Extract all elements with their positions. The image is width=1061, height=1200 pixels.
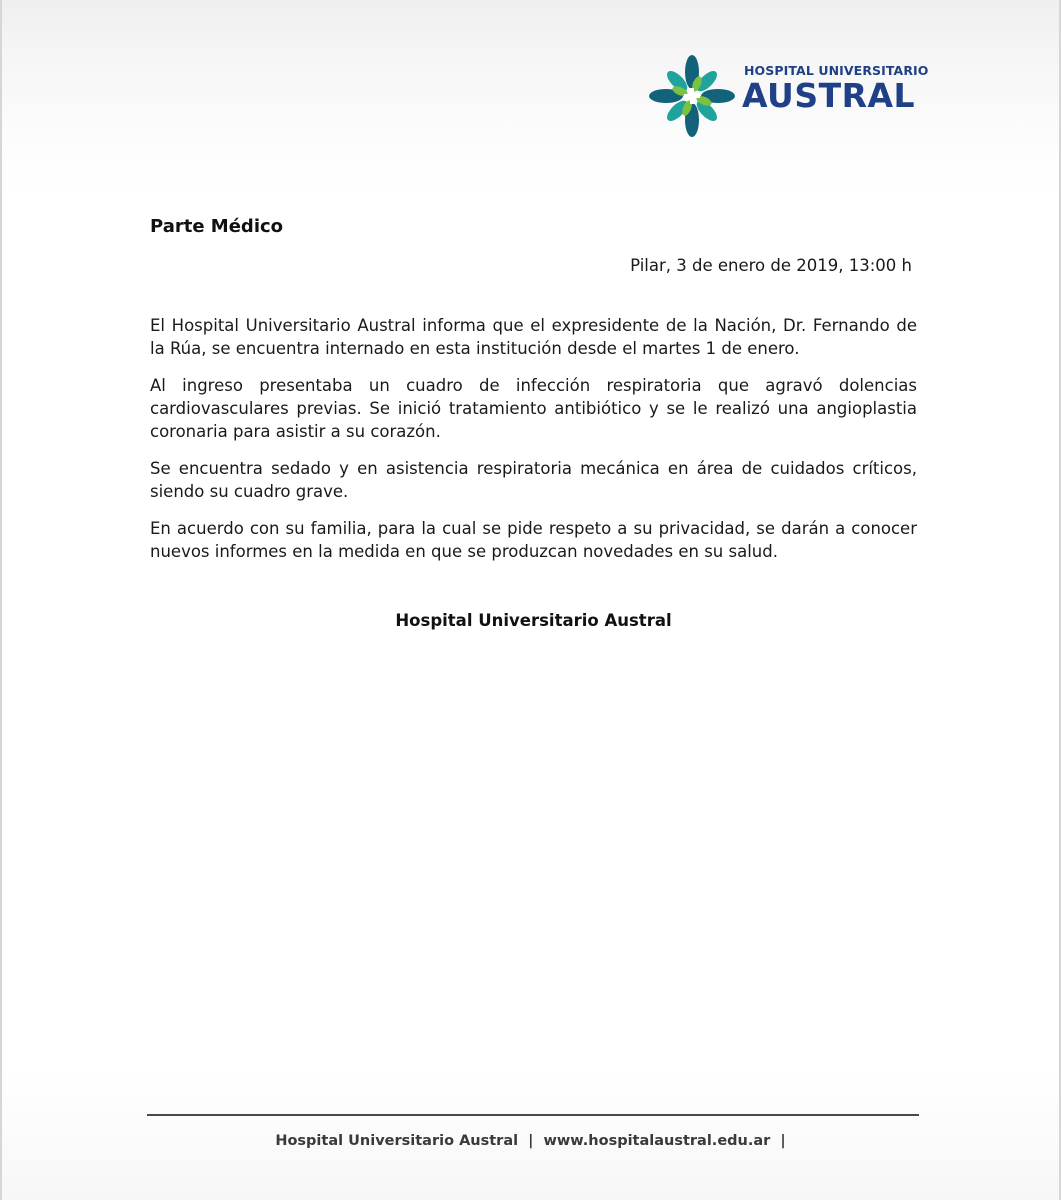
footer-separator-end: | <box>780 1133 786 1149</box>
footer-separator: | <box>528 1133 534 1149</box>
dateline: Pilar, 3 de enero de 2019, 13:00 h <box>630 256 912 275</box>
footer-divider <box>147 1114 919 1116</box>
paragraph: El Hospital Universitario Austral informa que el expresidente de la Nación, Dr. Fernando de la Rúa, se encuentra internado en esta institución desde el martes 1 de enero. <box>150 316 917 358</box>
flower-logo-icon <box>649 54 735 138</box>
paragraph: En acuerdo con su familia, para la cual se pide respeto a su privacidad, se darán a conocer nuevos informes en la medida en que se produzcan novedades en su salud. <box>150 519 917 561</box>
signature: Hospital Universitario Austral <box>395 611 672 630</box>
footer-name: Hospital Universitario Austral <box>275 1133 519 1149</box>
footer <box>147 1133 919 1149</box>
document-title: Parte Médico <box>150 216 284 237</box>
hospital-logo <box>649 54 929 138</box>
logo-subtitle: HOSPITAL UNIVERSITARIO <box>744 63 929 78</box>
paragraph: Al ingreso presentaba un cuadro de infección respiratoria que agravó dolencias cardiovasculares previas. Se inició tratamiento antibiótico y se le realizó una angioplastia coronaria para asistir a su corazón. <box>150 376 917 441</box>
logo-wordmark: AUSTRAL <box>742 76 916 115</box>
paragraph: Se encuentra sedado y en asistencia respiratoria mecánica en área de cuidados críticos, siendo su cuadro grave. <box>150 459 917 501</box>
document-body <box>150 314 917 577</box>
footer-url: www.hospitalaustral.edu.ar <box>543 1133 771 1149</box>
